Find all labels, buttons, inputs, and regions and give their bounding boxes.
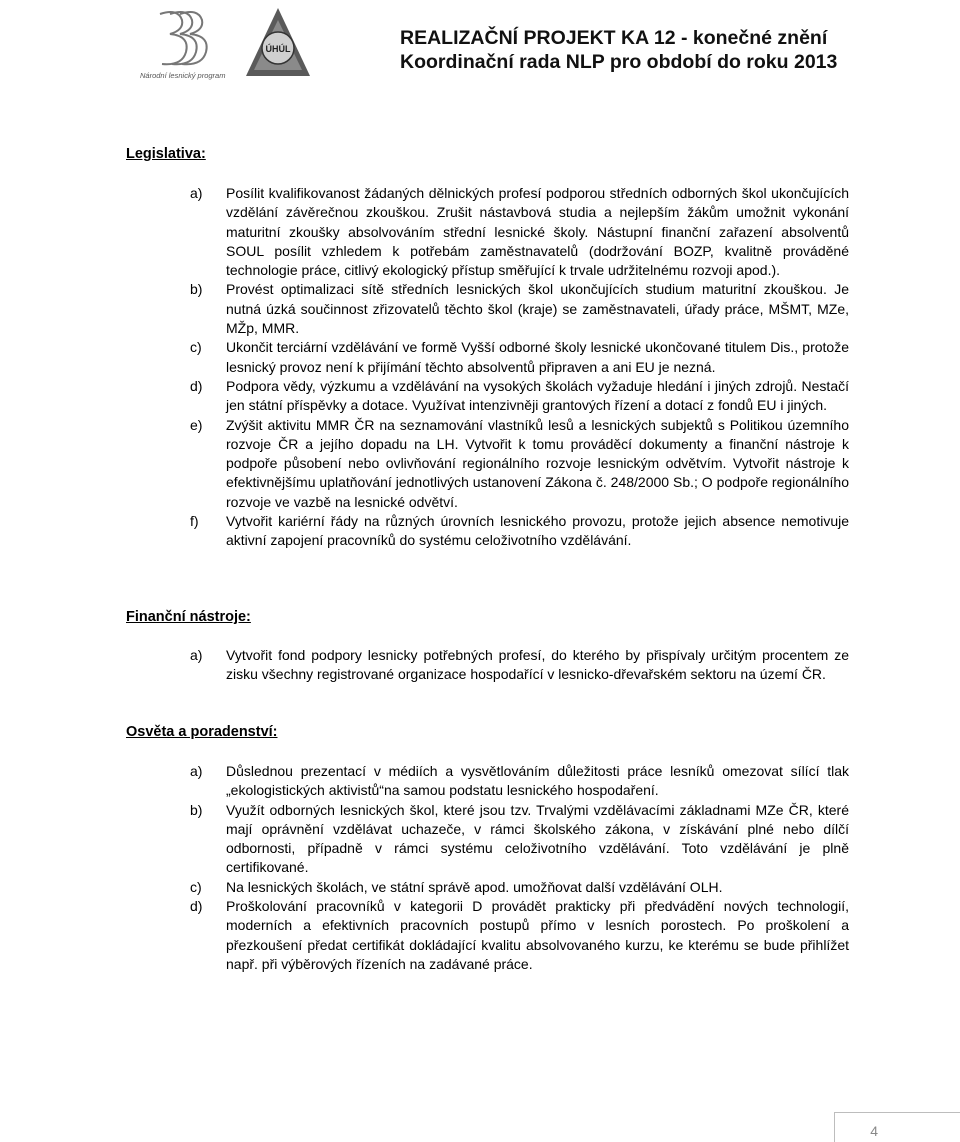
item-text: Využít odborných lesnických škol, které jsou tzv. Trvalými vzdělávacími základnami MZe ČR, které mají oprávnění vzdělávat uchazeče, v rámci školského zákona, v získávání plné nebo dílčí odbornosti, případně v rámci systému celoživotního vzdělávání. Toto vzdělávání je plně certifikované. <box>226 801 849 876</box>
list-item <box>190 377 849 416</box>
list-item <box>190 762 849 801</box>
list-item <box>190 801 849 878</box>
list-item <box>190 280 849 338</box>
item-marker: b) <box>190 801 203 818</box>
item-marker: e) <box>190 416 203 433</box>
item-text: Provést optimalizaci sítě středních lesnických škol ukončujících studium maturitní zkouškou. Je nutná úzká součinnost zřizovatelů těchto škol (kraje) se zaměstnavateli, úřady práce, MŠMT, MZe, MŽp, MMR. <box>226 281 849 337</box>
item-marker: a) <box>190 185 203 201</box>
uhul-logo-icon <box>246 8 310 76</box>
item-text: Vytvořit fond podpory lesnicky potřebných profesí, do kterého by přispívaly určitým procentem ze zisku všechny registrované organizace hospodařící v lesnicko-dřevařském sektoru na území ČR. <box>226 647 849 683</box>
item-text: Důslednou prezentací v médiích a vysvětlováním důležitosti práce lesníků omezovat sílící tlak „ekologistických aktivistů“na samou podstatu lesnického hospodaření. <box>226 763 849 799</box>
item-marker: d) <box>190 377 203 394</box>
item-text: Proškolování pracovníků v kategorii D provádět prakticky při předvádění nových technologií, moderních a efektivních pracovních postupů přímo v lesních porostech. Po proškolení a přezkoušení předat certifikát dokládající kvalitu absolvovaného kurzu, ke kterému se bude přihlížet např. při výběrových řízeních na zadávané práce. <box>226 898 849 972</box>
item-text: Ukončit terciární vzdělávání ve formě Vyšší odborné školy lesnické ukončované titulem Dis., protože lesnický provoz není k přijímání těchto absolventů připraven a ani EU je nezná. <box>226 339 849 375</box>
title-line-1: REALIZAČNÍ PROJEKT KA 12 - konečné znění <box>400 27 828 49</box>
item-marker: c) <box>190 878 202 895</box>
nlp-logo-icon <box>132 6 332 86</box>
list-legislativa <box>190 184 849 551</box>
page-number-box <box>834 1112 960 1142</box>
uhul-logo-text: ÚHÚL <box>265 44 291 54</box>
item-marker: b) <box>190 281 203 298</box>
item-marker: a) <box>190 647 203 663</box>
list-item <box>190 512 849 551</box>
item-text: Podpora vědy, výzkumu a vzdělávání na vysokých školách vyžaduje hledání i jiných zdrojů. Nestačí jen státní příspěvky a dotace. Využívat intenzivněji grantových řízení a dotací z fondů EU i jiných. <box>226 377 849 414</box>
list-item <box>190 878 849 897</box>
page-header <box>0 0 960 92</box>
item-marker: f) <box>190 513 199 530</box>
list-item <box>190 897 849 974</box>
item-marker: a) <box>190 763 203 779</box>
list-financni <box>190 646 849 685</box>
section-title-financni: Finanční nástroje: <box>126 609 251 625</box>
header-logos <box>132 6 332 86</box>
item-text: Zvýšit aktivitu MMR ČR na seznamování vlastníků lesů a lesnických subjektů s Politikou územního rozvoje ČR a jejího dopadu na LH. Vytvořit k tomu prováděcí dokumenty a finanční nástroje k podpoře působení nebo ovlivňování regionálního rozvoje lesnickým odvětvím. Vytvořit nástroje k efektivnějšímu uplatňování jednotlivých ustanovení Zákona č. 248/2000 Sb.; O podpoře regionálního rozvoje ve vazbě na lesnické odvětví. <box>226 416 849 510</box>
list-item <box>190 646 849 685</box>
list-item <box>190 184 849 280</box>
nlp-logo-text: Národní lesnický program <box>140 71 226 80</box>
section-title-osveta: Osvěta a poradenství: <box>126 724 278 740</box>
item-text: Vytvořit kariérní řády na různých úrovních lesnického provozu, protože jejich absence nemotivuje aktivní zapojení pracovníků do systému celoživotního vzdělávání. <box>226 513 849 549</box>
page-number: 4 <box>870 1123 878 1139</box>
item-marker: c) <box>190 339 202 356</box>
item-text: Na lesnických školách, ve státní správě apod. umožňovat další vzdělávání OLH. <box>226 878 723 895</box>
section-title-legislativa: Legislativa: <box>126 146 206 162</box>
title-line-2: Koordinační rada NLP pro období do roku 2013 <box>400 51 838 73</box>
item-marker: d) <box>190 898 203 915</box>
item-text: Posílit kvalifikovanost žádaných dělnických profesí podporou středních odborných škol ukončujících vzdělání závěrečnou zkouškou. Zrušit nástavbová studia a nejlepším žákům umožnit vykonání maturitní zkoušky absolvováním střední lesnické školy. Nástupní finanční zařazení absolventů SOUL posílit vzhledem k potřebám zaměstnavatelů (dodržování BOZP, kvalitně prováděné technologie práce, citlivý ekologický přístup směřující k trvale udržitelnému rozvoji apod.). <box>226 185 849 279</box>
list-osveta <box>190 762 849 974</box>
document-title <box>400 26 920 74</box>
list-item <box>190 416 849 512</box>
list-item <box>190 338 849 377</box>
